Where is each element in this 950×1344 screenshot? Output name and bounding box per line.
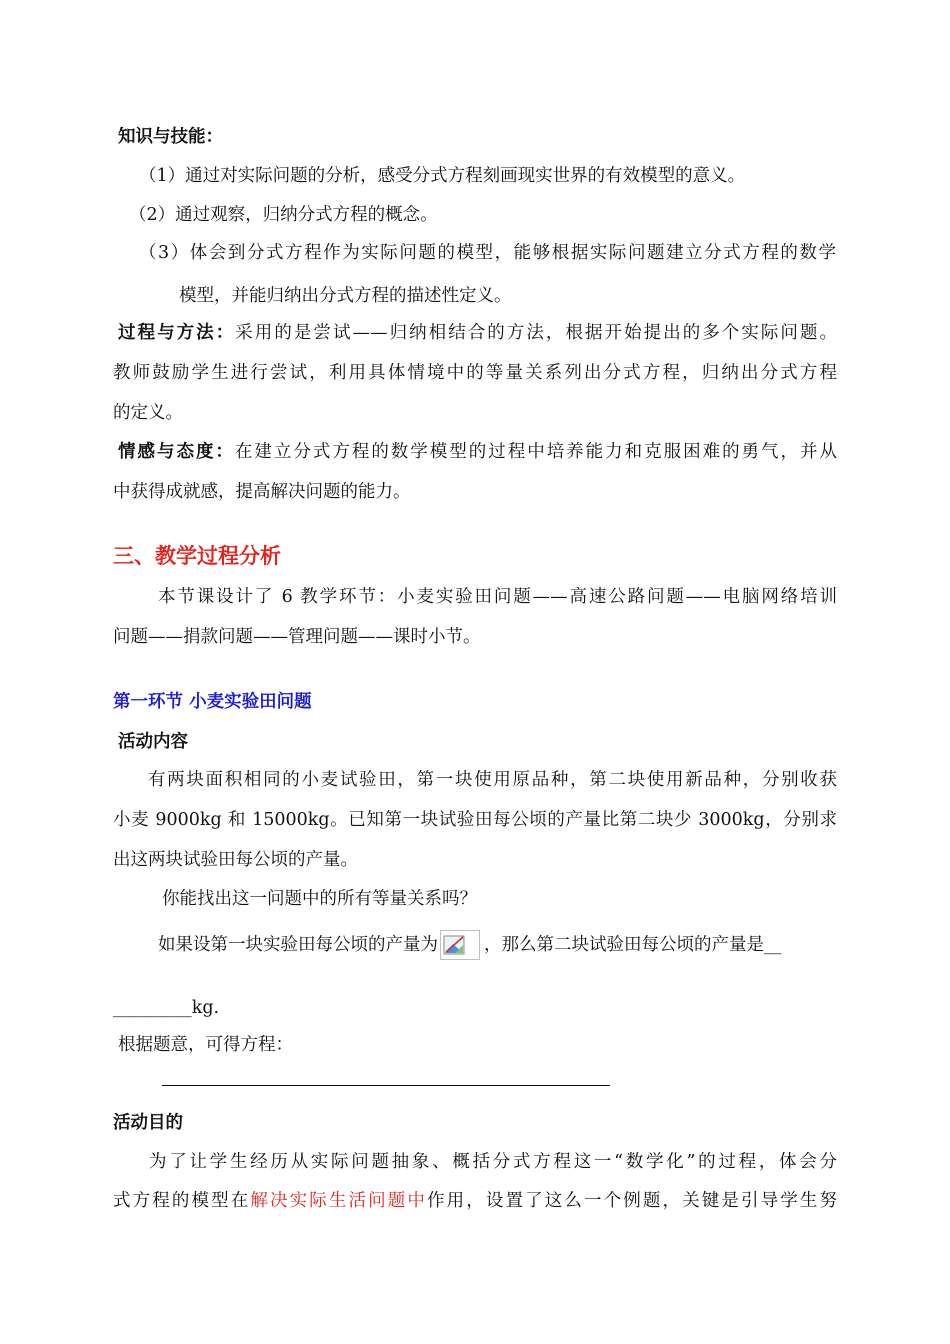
process-method-title: 过程与方法： <box>118 323 236 343</box>
equation-answer-line <box>162 1085 610 1086</box>
knowledge-skills-title: 知识与技能： <box>118 127 223 147</box>
activity-goal-title: 活动目的 <box>113 1113 183 1133</box>
objective-item-1: （1）通过对实际问题的分析，感受分式方程刻画现实世界的有效模型的意义。 <box>139 166 746 186</box>
objective-item-3-line2: 模型，并能归纳出分式方程的描述性定义。 <box>179 286 512 306</box>
suppose-line <box>158 930 838 960</box>
activity-content-line1: 有两块面积相同的小麦试验田，第一块使用原品种，第二块使用新品种，分别收获 <box>148 770 837 790</box>
part-1-title: 第一环节 小麦实验田问题 <box>113 692 312 712</box>
suppose-text-a: 如果设第一块实验田每公顷的产量为 <box>158 935 438 955</box>
process-method-line2: 教师鼓励学生进行尝试，利用具体情境中的等量关系列出分式方程，归纳出分式方程 <box>113 363 837 383</box>
section-3-heading: 三、教学过程分析 <box>113 544 281 568</box>
emotion-text-a: 在建立分式方程的数学模型的过程中培养能力和克服困难的勇气，并从 <box>234 442 838 462</box>
suppose-text-b: ，那么第二块试验田每公顷的产量是__ <box>484 935 782 955</box>
process-method-paragraph-line1 <box>118 320 837 346</box>
objective-item-2: （2）通过观察，归纳分式方程的概念。 <box>129 205 438 225</box>
activity-goal-line2 <box>113 1188 837 1214</box>
activity-content-title: 活动内容 <box>118 732 188 752</box>
activity-goal-line1: 为了让学生经历从实际问题抽象、概括分式方程这一“数学化”的过程，体会分 <box>149 1152 837 1172</box>
equation-prompt: 根据题意，可得方程： <box>118 1035 293 1055</box>
emotion-paragraph-line1 <box>118 439 837 465</box>
emotion-attitude-title: 情感与态度： <box>118 442 235 462</box>
section-3-intro-line1: 本节课设计了 6 教学环节：小麦实验田问题——高速公路问题——电脑网络培训 <box>158 587 837 607</box>
process-method-line3: 的定义。 <box>113 403 183 423</box>
image-placeholder-icon <box>440 930 480 960</box>
activity-content-line2: 小麦 9000kg 和 15000kg。已知第一块试验田每公顷的产量比第二块少 3000kg，分别求 <box>113 810 837 830</box>
section-3-intro-line2: 问题——捐款问题——管理问题——课时小节。 <box>113 627 481 647</box>
goal-text-b2: 作用，设置了这么一个例题，关键是引导学生努 <box>427 1191 837 1211</box>
equal-relation-question: 你能找出这一问题中的所有等量关系吗？ <box>162 889 477 909</box>
goal-highlight-text: 解决实际生活问题中 <box>250 1191 427 1211</box>
activity-content-line3: 出这两块试验田每公顷的产量。 <box>113 850 358 870</box>
process-method-text-a: 采用的是尝试——归纳相结合的方法，根据开始提出的多个实际问题。 <box>235 323 838 343</box>
answer-blank-kg: _________kg. <box>113 998 220 1018</box>
emotion-line2: 中获得成就感，提高解决问题的能力。 <box>113 482 411 502</box>
goal-text-b1: 式方程的模型在 <box>113 1191 251 1211</box>
objective-item-3-line1: （3）体会到分式方程作为实际问题的模型，能够根据实际问题建立分式方程的数学 <box>139 243 836 263</box>
